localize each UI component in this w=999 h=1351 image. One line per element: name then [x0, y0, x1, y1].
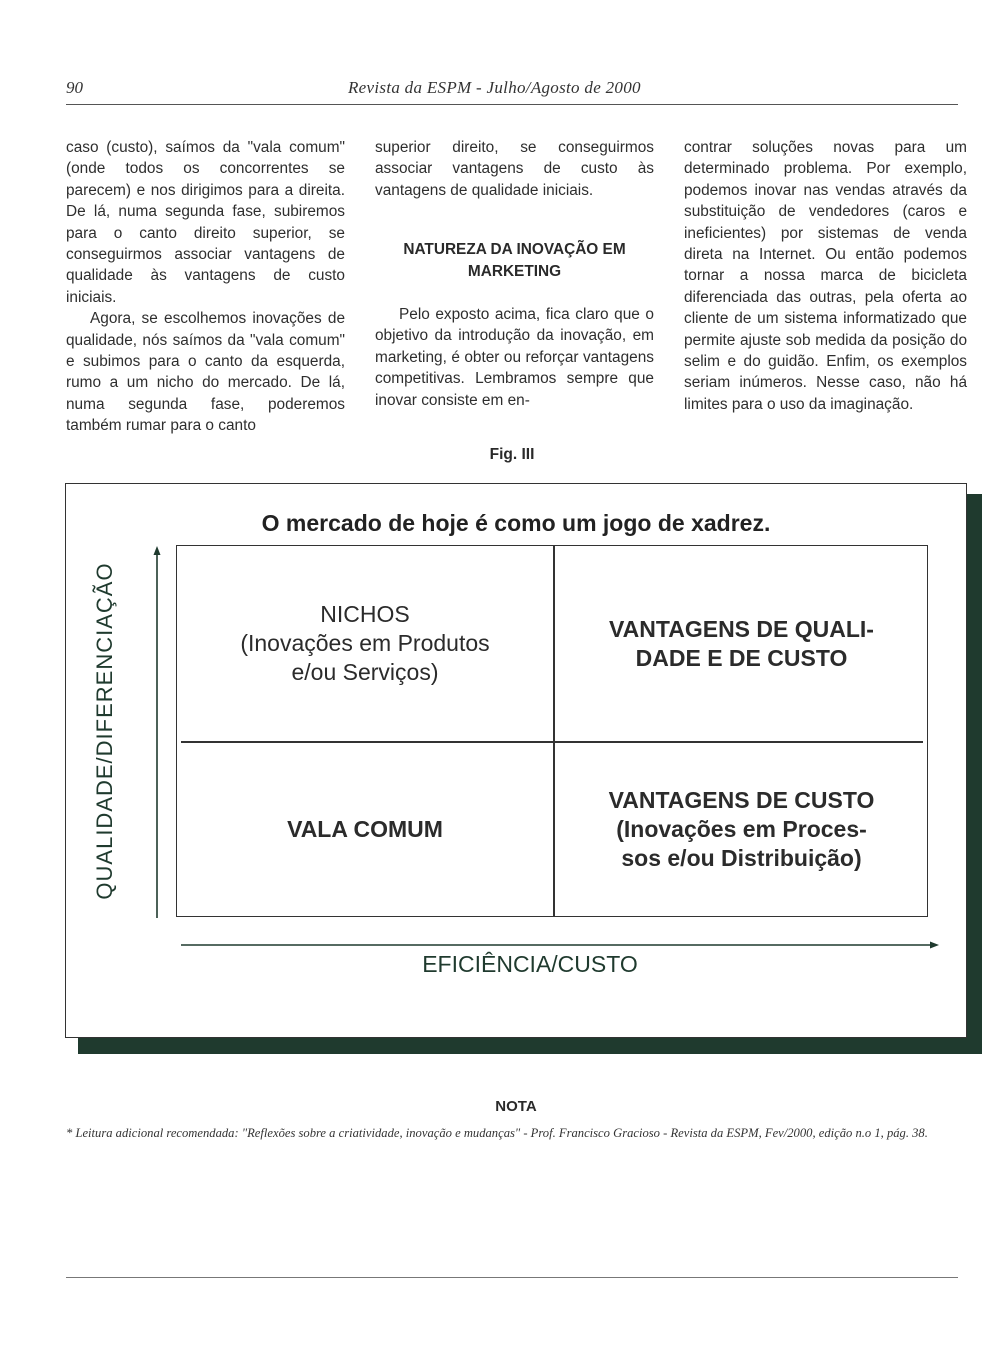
note-heading: NOTA [495, 1098, 537, 1115]
page-header [66, 78, 958, 105]
y-axis-arrow-icon [152, 546, 162, 918]
note-text: * Leitura adicional recomendada: "Reflexões sobre a criatividade, inovação e mudanças" - Prof. Francisco Gracioso - Revista da ESPM, Fev/2000, edição n.o 1, pág. 38. [66, 1126, 928, 1140]
quadrant-label: VANTAGENS DE CUSTO (Inovações em Proces- sos e/ou Distribuição) [608, 786, 875, 871]
quadrant-qualidade-custo [554, 546, 929, 741]
text-column-1 [66, 137, 345, 437]
paragraph: contrar soluções novas para um determinado problema. Por exemplo, podemos inovar nas vendas através da substituição de vendedores (caros e ineficientes) por sistemas de venda direta na Internet. Ou então podemos tornar a nossa marca de bicicleta diferenciada das outras, pela oferta ao cliente de um sistema informatizado que permite ajuste sob medida da posição do selim e do guidão. Enfim, os exemplos seriam inúmeros. Nesse caso, não há limites para o uso da imaginação. [684, 139, 967, 413]
figure-label: Fig. III [489, 446, 535, 463]
paragraph: Agora, se escolhemos inovações de qualidade, nós saímos da "vala comum" e subimos para o canto da esquerda, rumo a um nicho do mercado. De lá, numa segunda fase, poderemos também rumar para o canto [66, 310, 345, 435]
text-column-2 [375, 137, 654, 411]
quadrant-label: NICHOS (Inovações em Produtos e/ou Serviços) [240, 601, 490, 685]
paragraph: caso (custo), saímos da "vala comum" (onde todos os concorrentes se parecem) e nos dirigimos para a direita. De lá, numa segunda fase, subiremos para o canto direito superior, se conseguirmos associar vantagens de qualidade às vantagens de custo iniciais. [66, 139, 345, 306]
quadrant-matrix [176, 545, 928, 917]
text-column-3 [684, 137, 967, 415]
quadrant-nichos [177, 546, 553, 741]
journal-title: Revista da ESPM - Julho/Agosto de 2000 [348, 78, 641, 97]
quadrant-label: VANTAGENS DE QUALI- DADE E DE CUSTO [609, 615, 874, 671]
y-axis-label: QUALIDADE/DIFERENCIAÇÃO [92, 562, 117, 900]
section-heading: NATUREZA DA INOVAÇÃO EM MARKETING [403, 241, 626, 280]
page-number: 90 [66, 78, 83, 97]
quadrant-label: VALA COMUM [287, 815, 443, 842]
paragraph: Pelo exposto acima, fica claro que o objetivo da introdução da inovação, em marketing, é obter ou reforçar vantagens competitivas. Lembramos sempre que inovar consiste em en- [375, 306, 654, 409]
quadrant-vala-comum [177, 742, 553, 916]
x-axis-arrow-icon [181, 939, 939, 951]
paragraph: superior direito, se conseguirmos associar vantagens de custo às vantagens de qualidade iniciais. [375, 139, 654, 199]
quadrant-vantagens-custo [554, 742, 929, 916]
figure-title: O mercado de hoje é como um jogo de xadrez. [261, 510, 771, 536]
figure-box [65, 483, 967, 1038]
x-axis-label: EFICIÊNCIA/CUSTO [422, 951, 638, 977]
bottom-rule [66, 1277, 958, 1278]
